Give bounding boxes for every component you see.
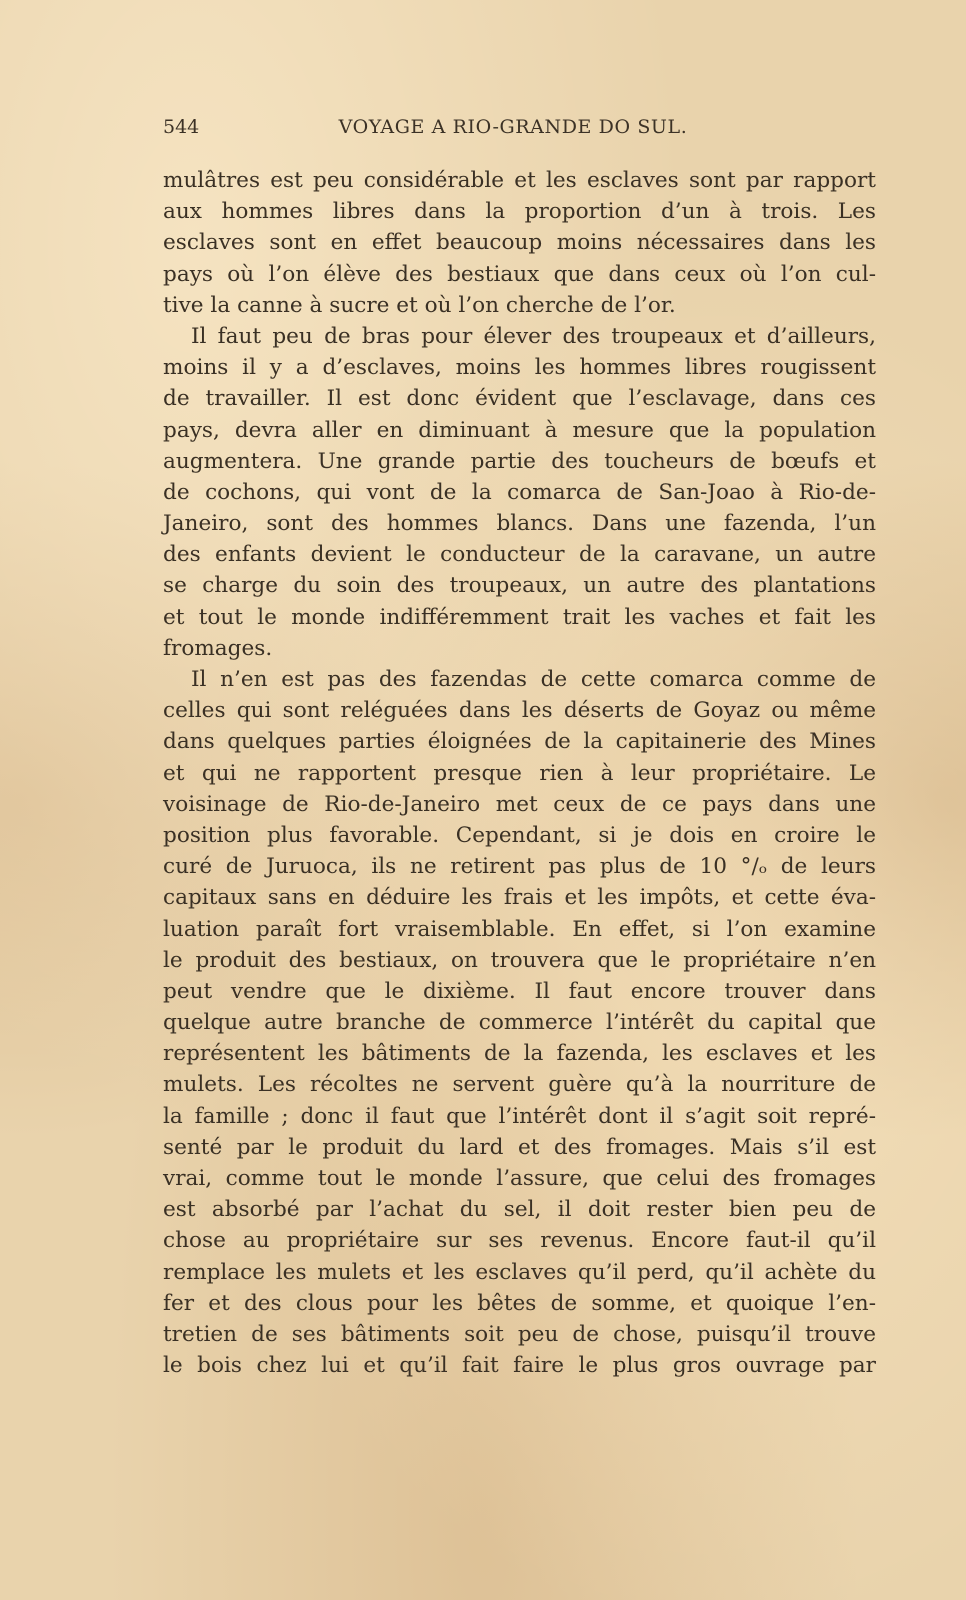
text-line: le bois chez lui et qu’il fait faire le plus gros ouvrage par <box>163 1353 876 1379</box>
text-line: celles qui sont reléguées dans les déserts de Goyaz ou même <box>163 698 876 724</box>
text-line: augmentera. Une grande partie des toucheurs de bœufs et <box>163 448 876 474</box>
text-line: remplace les mulets et les esclaves qu’il perd, qu’il achète du <box>163 1259 876 1285</box>
text-line: position plus favorable. Cependant, si je dois en croire le <box>163 822 876 848</box>
text-line: des enfants devient le conducteur de la caravane, un autre <box>163 542 876 568</box>
text-line: esclaves sont en effet beaucoup moins nécessaires dans les <box>163 230 876 256</box>
text-line: de travailler. Il est donc évident que l’esclavage, dans ces <box>163 386 876 412</box>
text-line: la famille ; donc il faut que l’intérêt dont il s’agit soit repré- <box>163 1103 876 1129</box>
text-line: moins il y a d’esclaves, moins les hommes libres rougissent <box>163 355 876 381</box>
text-line: dans quelques parties éloignées de la capitainerie des Mines <box>163 729 876 755</box>
text-line: représentent les bâtiments de la fazenda, les esclaves et les <box>163 1041 876 1067</box>
text-line: se charge du soin des troupeaux, un autre des plantations <box>163 573 876 599</box>
text-line: tive la canne à sucre et où l’on cherche de l’or. <box>163 292 676 318</box>
text-line: senté par le produit du lard et des fromages. Mais s’il est <box>163 1134 876 1160</box>
text-line: le produit des bestiaux, on trouvera que le propriétaire n’en <box>163 947 876 973</box>
text-line: aux hommes libres dans la proportion d’un à trois. Les <box>163 199 876 225</box>
text-line: pays, devra aller en diminuant à mesure que la population <box>163 417 876 443</box>
running-head <box>163 116 863 144</box>
body-text <box>163 165 876 1381</box>
text-line: Il faut peu de bras pour élever des troupeaux et d’ailleurs, <box>191 323 876 349</box>
text-line: est absorbé par l’achat du sel, il doit rester bien peu de <box>163 1197 876 1223</box>
text-line: curé de Juruoca, ils ne retirent pas plus de 10 °/ₒ de leurs <box>163 854 876 880</box>
running-title: VOYAGE A RIO-GRANDE DO SUL. <box>338 116 688 138</box>
text-line: pays où l’on élève des bestiaux que dans ceux où l’on cul- <box>163 261 876 287</box>
page-number: 544 <box>163 116 200 138</box>
text-line: mulâtres est peu considérable et les esclaves sont par rapport <box>163 168 876 193</box>
text-line: capitaux sans en déduire les frais et les impôts, et cette éva- <box>163 885 876 911</box>
text-line: chose au propriétaire sur ses revenus. Encore faut-il qu’il <box>163 1228 876 1254</box>
text-line: Il n’en est pas des fazendas de cette comarca comme de <box>191 667 876 692</box>
text-line: peut vendre que le dixième. Il faut encore trouver dans <box>163 978 876 1004</box>
text-line: de cochons, qui vont de la comarca de San-Joao à Rio-de- <box>163 479 876 505</box>
text-line: tretien de ses bâtiments soit peu de chose, puisqu’il trouve <box>163 1321 876 1347</box>
text-line: voisinage de Rio-de-Janeiro met ceux de ce pays dans une <box>163 791 876 817</box>
text-line: fer et des clous pour les bêtes de somme, et quoique l’en- <box>163 1290 876 1316</box>
text-line: mulets. Les récoltes ne servent guère qu’à la nourriture de <box>163 1072 876 1098</box>
text-line: vrai, comme tout le monde l’assure, que celui des fromages <box>163 1166 876 1191</box>
text-line: luation paraît fort vraisemblable. En effet, si l’on examine <box>163 916 876 942</box>
text-line: Janeiro, sont des hommes blancs. Dans une fazenda, l’un <box>163 511 876 537</box>
text-line: et qui ne rapportent presque rien à leur propriétaire. Le <box>163 760 876 786</box>
text-line: et tout le monde indifféremment trait les vaches et fait les <box>163 604 876 630</box>
text-line: fromages. <box>163 635 273 661</box>
text-line: quelque autre branche de commerce l’intérêt du capital que <box>163 1010 876 1036</box>
